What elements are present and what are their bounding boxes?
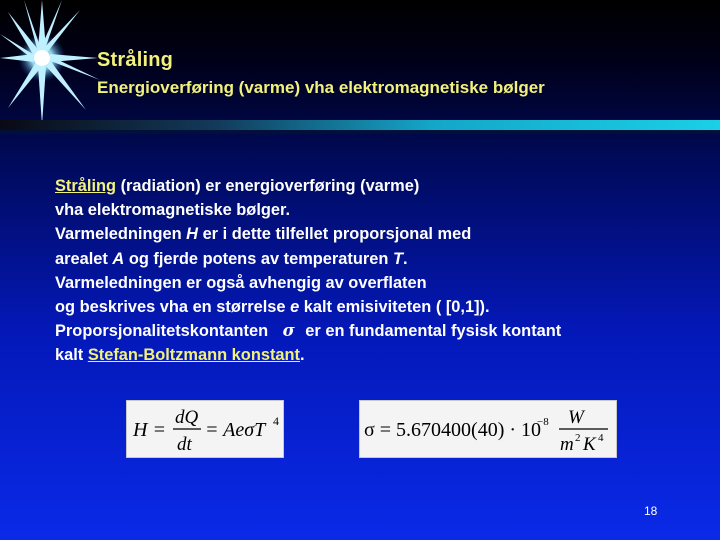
slide-title: Stråling <box>97 49 174 71</box>
formula2-den-k-exp: 4 <box>598 432 604 444</box>
accent-bar-shadow <box>0 130 720 134</box>
body-line-3: Varmeledningen H er i dette tilfellet proporsjonal med <box>55 225 472 244</box>
formula1-denominator: dt <box>177 434 192 455</box>
body-line-2: vha elektromagnetiske bølger. <box>55 201 291 220</box>
star-burst-logo <box>0 0 100 130</box>
slide-subtitle: Energioverføring (varme) vha elektromagnetiske bølger <box>97 78 545 97</box>
body-line-4: arealet A og fjerde potens av temperaturen T. <box>55 249 408 268</box>
link-straling[interactable]: Stråling <box>55 177 117 195</box>
page-number: 18 <box>644 504 658 518</box>
formula-stefan-boltzmann-constant <box>359 400 617 458</box>
body-line-1: Stråling (radiation) er energioverføring (varme) <box>55 177 420 195</box>
link-stefan-boltzmann[interactable]: Stefan-Boltzmann konstant <box>87 346 300 365</box>
formula2-den-m: m <box>560 434 574 455</box>
body-line-6: og beskrives vha en størrelse e kalt emisiviteten ( [0,1]). <box>55 298 490 317</box>
formula1-exponent: 4 <box>273 414 279 428</box>
formula2-numerator: W <box>568 407 584 428</box>
body-text <box>55 174 685 368</box>
formula2-exponent: −8 <box>537 416 549 428</box>
body-line-5: Varmeledningen er også avhengig av overflaten <box>55 273 427 292</box>
body-line-8: kalt Stefan-Boltzmann konstant. <box>55 346 305 365</box>
formula1-lhs: H = <box>133 419 166 441</box>
formula2-den-k: K <box>583 434 596 455</box>
body-line-7: Proporsjonalitetskontanten σ er en fundamental fysisk kontant <box>55 321 562 341</box>
formula1-rhs: = AeσT <box>205 419 266 441</box>
formula2-den-m-exp: 2 <box>575 432 581 444</box>
formula-heat-transfer <box>126 400 284 458</box>
formula1-numerator: dQ <box>175 407 199 428</box>
accent-bar <box>0 120 720 130</box>
sigma-symbol: σ <box>282 321 295 341</box>
formula2-lhs: σ = 5.670400(40) · 10 <box>364 419 542 441</box>
